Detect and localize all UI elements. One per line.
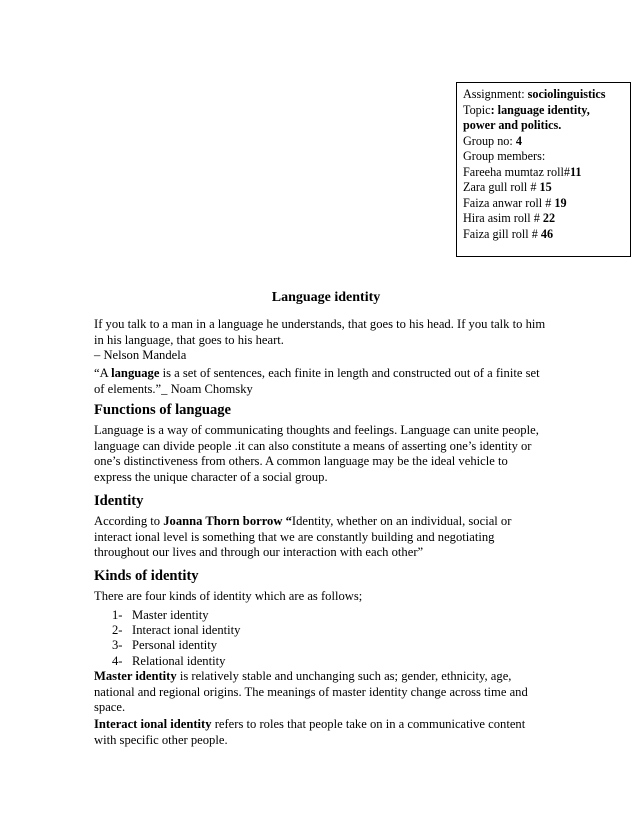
list-number: 2- [112, 623, 123, 638]
quote-prefix: “A [94, 366, 112, 380]
member-roll: 46 [540, 226, 554, 241]
paragraph-line: language can divide people .it can also constitute a means of asserting one’s identity or [94, 438, 532, 453]
kinds-list [112, 608, 240, 669]
assignment-value: sociolinguistics [527, 87, 606, 101]
topic-line [463, 103, 630, 119]
assignment-info-box [456, 82, 631, 257]
quote-author: – Nelson Mandela [94, 348, 187, 363]
paragraph-line [94, 669, 564, 685]
paragraph-line: express the unique character of a social group. [94, 469, 328, 484]
document-title: Language identity [271, 290, 381, 305]
kinds-intro: There are four kinds of identity which are as follows; [94, 589, 363, 603]
group-value: 4 [515, 133, 522, 148]
member-roll: 22 [542, 211, 556, 225]
topic-label: Topic [463, 102, 491, 117]
paragraph-line: space. [94, 700, 126, 715]
member-name: Faiza anwar roll # [463, 195, 555, 210]
member-row [463, 211, 630, 227]
list-label: Relational identity [132, 653, 226, 668]
paragraph-line: throughout our lives and through our interaction with each other” [94, 545, 424, 560]
list-number: 4- [112, 653, 123, 668]
mandela-quote [94, 317, 564, 364]
group-label: Group no: [463, 133, 516, 148]
quote-line: of elements.”_ Noam Chomsky [94, 381, 253, 396]
topic-line-2 [463, 118, 630, 134]
member-name: Faiza gill roll # [463, 226, 541, 241]
quote-bold-word: language [111, 366, 160, 380]
identity-rest: Identity, whether on an individual, social or [291, 514, 512, 528]
interact-term: Interact ional identity [94, 717, 212, 731]
paragraph-line: with specific other people. [94, 732, 228, 747]
member-row [463, 227, 630, 243]
master-term: Master identity [94, 669, 177, 683]
list-number: 3- [112, 638, 123, 653]
member-row [463, 180, 630, 196]
group-line [463, 134, 630, 150]
identity-paragraph [94, 514, 564, 561]
list-item [112, 608, 240, 623]
paragraph-line [94, 514, 564, 530]
quote-line: If you talk to a man in a language he understands, that goes to his head. If you talk to him [94, 317, 546, 331]
interact-rest: refers to roles that people take on in a communicative content [211, 717, 526, 731]
functions-paragraph [94, 423, 564, 485]
kinds-heading: Kinds of identity [94, 568, 199, 584]
paragraph-line [94, 717, 564, 733]
list-label: Master identity [132, 608, 209, 622]
master-rest: is relatively stable and unchanging such as; gender, ethnicity, age, [176, 669, 512, 683]
quote-line [94, 366, 564, 382]
topic-value-line1: : language identity, [490, 102, 590, 117]
member-roll: 11 [569, 164, 582, 179]
list-label: Interact ional identity [132, 623, 241, 638]
member-roll: 15 [539, 180, 552, 194]
interactional-identity-paragraph [94, 717, 564, 748]
member-name: Zara gull roll # [463, 180, 540, 194]
quote-line: in his language, that goes to his heart. [94, 332, 284, 347]
identity-author: Joanna Thorn borrow “ [163, 514, 292, 528]
paragraph-line: Language is a way of communicating thoughts and feelings. Language can unite people, [94, 423, 539, 437]
list-item [112, 638, 240, 653]
list-item [112, 654, 240, 669]
identity-prefix: According to [94, 514, 164, 528]
list-number: 1- [112, 608, 123, 622]
paragraph-line: interact ional level is something that we are constantly building and negotiating [94, 529, 495, 544]
chomsky-quote [94, 366, 564, 397]
topic-value-line2: power and politics. [463, 118, 562, 132]
paragraph-line: national and regional origins. The meanings of master identity change across time and [94, 684, 528, 699]
paragraph-line: one’s distinctiveness from others. A common language may be the ideal vehicle to [94, 454, 508, 469]
assignment-line [463, 87, 630, 103]
member-row [463, 165, 630, 181]
master-identity-paragraph [94, 669, 564, 716]
quote-rest: is a set of sentences, each finite in length and constructed out of a finite set [159, 366, 540, 380]
members-label: Group members: [463, 149, 546, 163]
member-name: Fareeha mumtaz roll# [463, 164, 570, 179]
member-name: Hira asim roll # [463, 211, 543, 225]
assignment-label: Assignment: [463, 87, 528, 101]
list-label: Personal identity [132, 638, 217, 653]
list-item [112, 623, 240, 638]
member-row [463, 196, 630, 212]
member-roll: 19 [554, 195, 567, 210]
identity-heading: Identity [94, 493, 144, 509]
functions-heading: Functions of language [94, 402, 232, 418]
